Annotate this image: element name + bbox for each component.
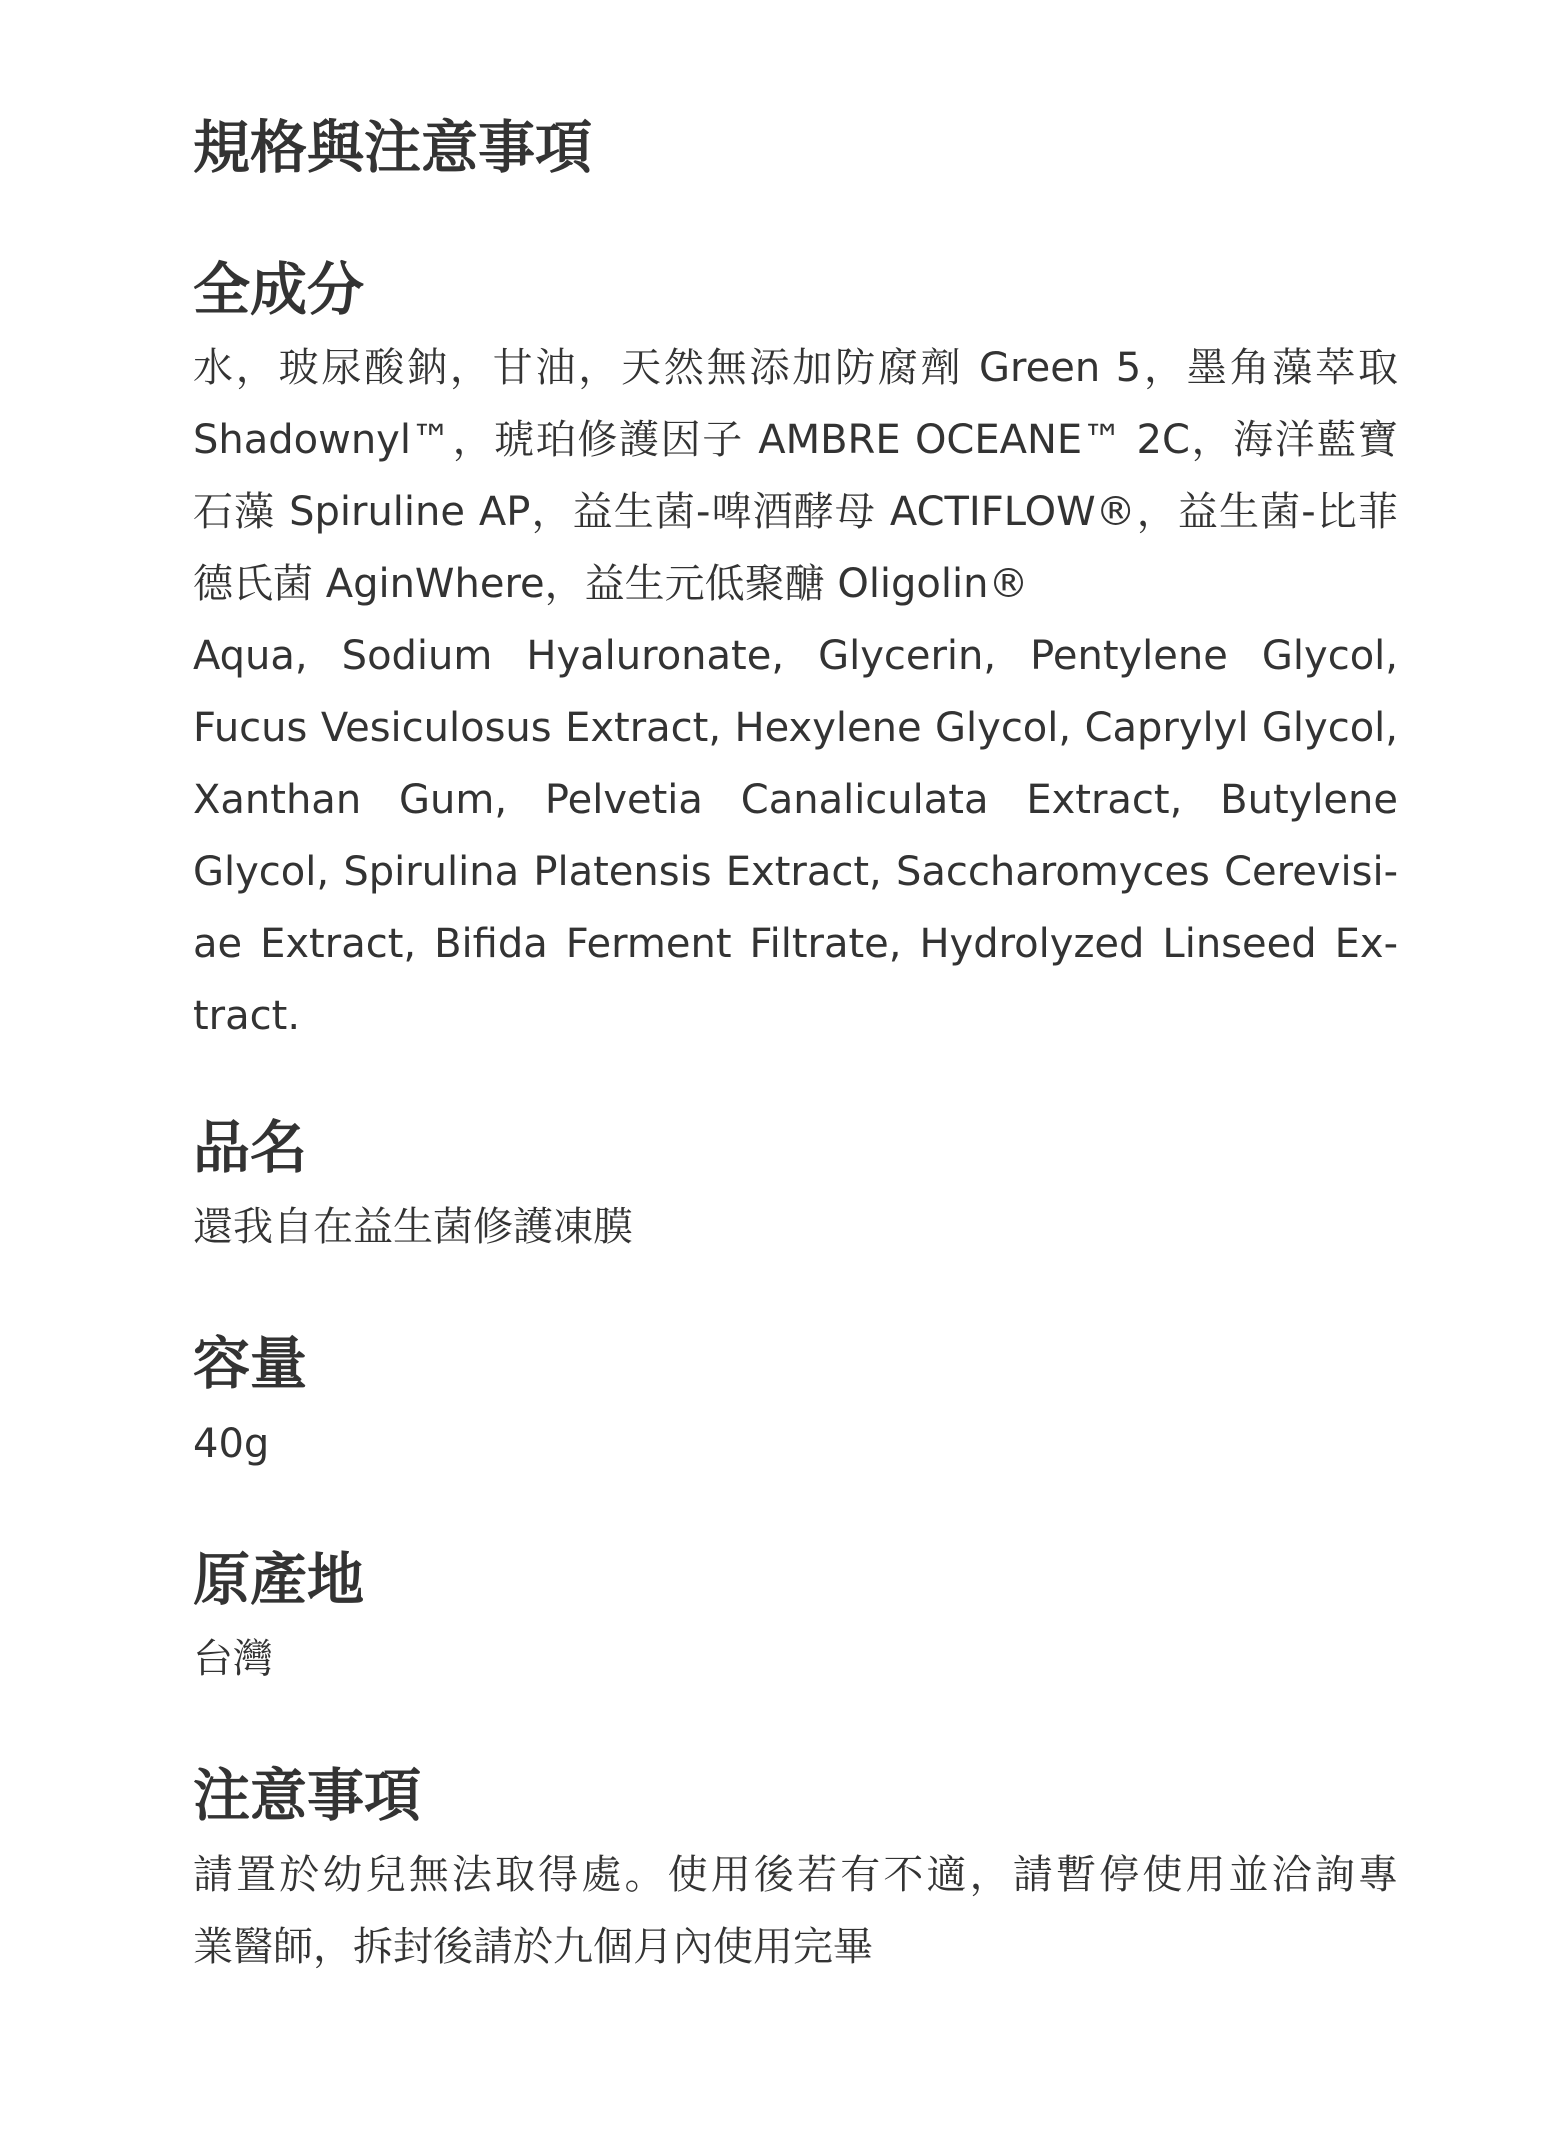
cautions-text <box>193 1839 1398 1983</box>
origin-value <box>193 1623 1398 1695</box>
page-title: 規格與注意事項 <box>193 115 592 181</box>
ingredients-chinese-line: 石藻 Spiruline AP，益生菌-啤酒酵母 ACTIFLOW®，益生菌-比菲 <box>193 489 1398 535</box>
ingredients-inci-line: Aqua, Sodium Hyaluronate, Glycerin, Pentylene Glycol, <box>193 633 1398 679</box>
product-name-heading: 品名 <box>193 1115 307 1181</box>
ingredients-chinese-line: Shadownyl™，琥珀修護因子 AMBRE OCEANE™ 2C，海洋藍寶 <box>193 417 1398 463</box>
origin-text: 台灣 <box>193 1636 273 1682</box>
ingredients-chinese <box>193 332 1398 620</box>
volume-value <box>193 1408 1398 1480</box>
cautions-line: 業醫師，拆封後請於九個月內使用完畢 <box>193 1924 873 1970</box>
ingredients-inci-line: Fucus Vesiculosus Extract, Hexylene Glycol, Caprylyl Glycol, <box>193 705 1398 751</box>
ingredients-inci-line: tract. <box>193 993 301 1039</box>
ingredients-inci-line: ae Extract, Bifida Ferment Filtrate, Hydrolyzed Linseed Ex- <box>193 921 1398 967</box>
ingredients-inci-line: Xanthan Gum, Pelvetia Canaliculata Extract, Butylene <box>193 777 1398 823</box>
cautions-line: 請置於幼兒無法取得處。使用後若有不適，請暫停使用並洽詢專 <box>193 1852 1398 1898</box>
ingredients-chinese-line: 水，玻尿酸鈉，甘油，天然無添加防腐劑 Green 5，墨角藻萃取 <box>193 345 1398 391</box>
product-name-value <box>193 1191 1398 1263</box>
ingredients-heading: 全成分 <box>193 257 364 323</box>
product-name-text: 還我自在益生菌修護凍膜 <box>193 1204 633 1250</box>
volume-heading: 容量 <box>193 1331 307 1397</box>
ingredients-inci-line: Glycol, Spirulina Platensis Extract, Saccharomyces Cerevisi- <box>193 849 1398 895</box>
ingredients-chinese-line: 德氏菌 AginWhere，益生元低聚醣 Oligolin® <box>193 561 1029 607</box>
ingredients-inci <box>193 620 1398 1052</box>
cautions-heading: 注意事項 <box>193 1763 421 1829</box>
origin-heading: 原產地 <box>193 1547 364 1613</box>
volume-text: 40g <box>193 1421 270 1467</box>
